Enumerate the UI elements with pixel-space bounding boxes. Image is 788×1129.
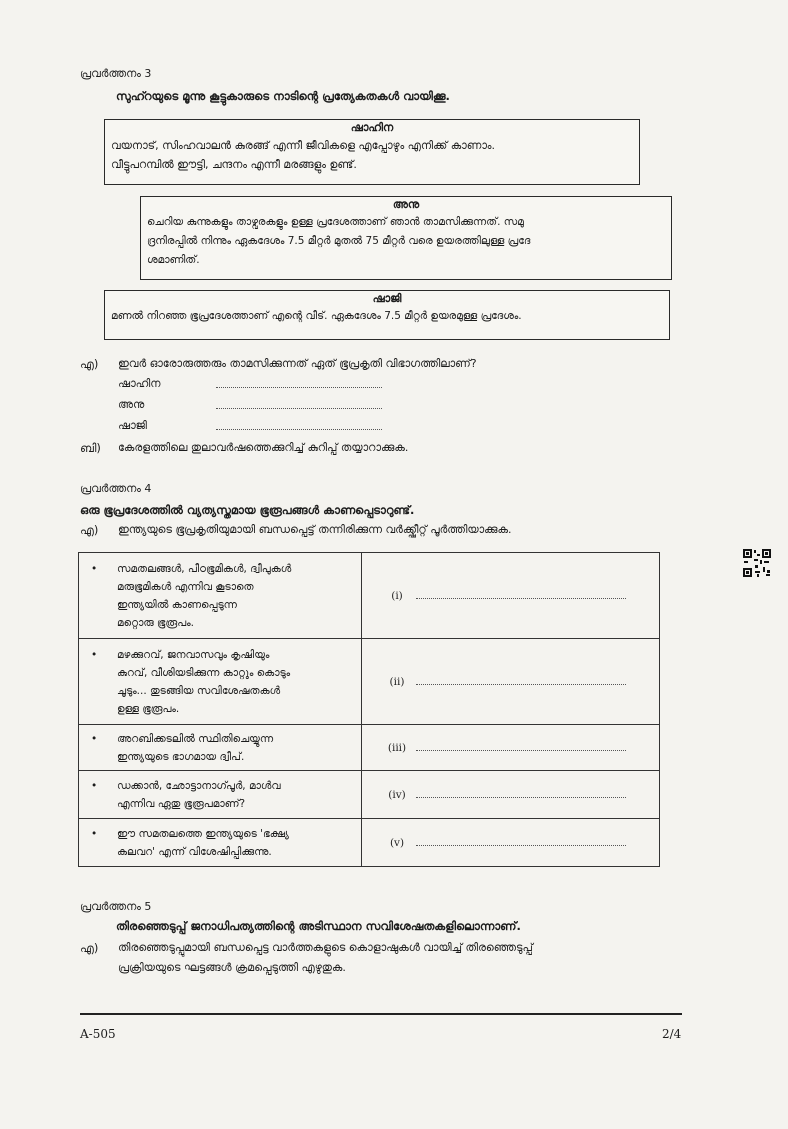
clue-line: ചൂടും... തുടങ്ങിയ സവിശേഷതകൾ [117, 684, 281, 697]
q3b-marker: ബി) [80, 441, 101, 455]
activity5-title: പ്രവർത്തനം 5 [80, 900, 152, 913]
worksheet-answer[interactable] [362, 771, 660, 819]
box-anu [140, 196, 672, 280]
footer-code: A-505 [80, 1027, 116, 1041]
box-anu-line2: ദ്രനിരപ്പിൽ നിന്നും ഏകദേശം 7.5 മീറ്റർ മുതൽ 75 മീറ്റർ വരെ ഉയരത്തിലുള്ള പ്രദേ [147, 235, 531, 247]
answer-number: (ii) [389, 675, 405, 688]
q3a-marker: എ) [80, 357, 99, 371]
worksheet-row [79, 639, 660, 725]
box-anu-line3: ശമാണിത്. [147, 254, 200, 266]
clue-line: എന്നിവ ഏതു ഭൂരൂപമാണ്? [117, 797, 246, 810]
box-anu-name: അനു [392, 198, 420, 211]
footer-rule [80, 1013, 682, 1015]
clue-line: കുറവ്, വീശിയടിക്കുന്ന കാറ്റും കൊടും [117, 666, 291, 679]
answer-line-3[interactable] [216, 418, 382, 434]
clue-line: അറബിക്കടലിൽ സ്ഥിതിചെയ്യുന്ന [117, 732, 274, 745]
q3a-name-3: ഷാജി [118, 419, 147, 432]
clue-line: ഉള്ള ഭൂരൂപം. [117, 702, 180, 715]
box-shahina-name: ഷാഹിന [350, 121, 394, 134]
answer-line-2[interactable] [216, 397, 382, 413]
footer-page: 2/4 [662, 1027, 682, 1041]
worksheet-clue [79, 725, 362, 771]
worksheet-row [79, 553, 660, 639]
worksheet-row [79, 771, 660, 819]
bullet: • [91, 779, 98, 792]
clue-line: ഇന്ത്യയിൽ കാണപ്പെടുന്ന [117, 598, 237, 611]
box-anu-line1: ചെറിയ കുന്നുകളും താഴ്വരകളും ഉള്ള പ്രദേശത്താണ് ഞാൻ താമസിക്കുന്നത്. സമു [147, 216, 524, 228]
clue-line: ഇന്ത്യയുടെ ഭാഗമായ ദ്വീപ്. [117, 750, 245, 763]
worksheet-clue [79, 771, 362, 819]
qr-code-icon [742, 548, 772, 578]
answer-number: (iv) [388, 788, 406, 801]
worksheet-answer[interactable] [362, 639, 660, 725]
answer-number: (iii) [387, 741, 407, 754]
q5a-line1: തിരഞ്ഞെടുപ്പുമായി ബന്ധപ്പെട്ട വാർത്തകളുടെ കൊളാഷുകൾ വായിച്ച് തിരഞ്ഞെടുപ്പ് [118, 941, 533, 954]
bullet: • [91, 562, 98, 575]
q4a-text: ഇന്ത്യയുടെ ഭൂപ്രകൃതിയുമായി ബന്ധപ്പെട്ട് തന്നിരിക്കുന്ന വർക്ക്ഷീറ്റ് പൂർത്തിയാക്കുക. [118, 523, 512, 536]
box-shaji-line1: മണൽ നിറഞ്ഞ ഭൂപ്രദേശത്താണ് എന്റെ വീട്. ഏകദേശം 7.5 മീറ്റർ ഉയരമുള്ള പ്രദേശം. [111, 310, 522, 322]
box-shahina-line2: വീട്ടുപറമ്പിൽ ഈട്ടി, ചന്ദനം എന്നീ മരങ്ങളും ഉണ്ട്. [111, 158, 357, 171]
activity4-title: പ്രവർത്തനം 4 [80, 482, 152, 495]
activity3-intro: സുഹ്റയുടെ മൂന്നു കൂട്ടുകാരുടെ നാടിന്റെ പ്രത്യേകതകൾ വായിക്കൂ. [116, 89, 450, 103]
box-shahina-line1: വയനാട്, സിംഹവാലൻ കുരങ്ങ് എന്നീ ജീവികളെ എപ്പോഴും എനിക്ക് കാണാം. [111, 139, 496, 152]
q3b-text: കേരളത്തിലെ തുലാവർഷത്തെക്കുറിച്ച് കുറിപ്പ് തയ്യാറാക്കുക. [118, 441, 409, 454]
worksheet-row [79, 725, 660, 771]
clue-line: കലവറ' എന്ന് വിശേഷിപ്പിക്കുന്നു. [117, 845, 272, 858]
q3a-name-1: ഷാഹിന [118, 377, 161, 390]
clue-line: ഈ സമതലത്തെ ഇന്ത്യയുടെ 'ഭക്ഷ്യ [117, 827, 289, 840]
answer-number: (i) [391, 589, 403, 602]
activity4-intro: ഒരു ഭൂപ്രദേശത്തിൽ വ്യത്യസ്തമായ ഭൂരൂപങ്ങൾ കാണപ്പെടാറുണ്ട്. [80, 503, 415, 517]
q4a-marker: എ) [80, 523, 99, 537]
worksheet-clue [79, 553, 362, 639]
worksheet-table [78, 552, 660, 867]
box-shaji-name: ഷാജി [372, 292, 402, 305]
bullet: • [91, 827, 98, 840]
activity3-title: പ്രവർത്തനം 3 [80, 67, 152, 80]
clue-line: ഡക്കാൻ, ഛോട്ടാനാഗ്പൂർ, മാൾവ [117, 779, 281, 792]
worksheet-answer[interactable] [362, 819, 660, 867]
worksheet-clue [79, 639, 362, 725]
q5a-marker: എ) [80, 941, 99, 955]
box-shaji [104, 290, 670, 340]
q5a-line2: പ്രക്രിയയുടെ ഘട്ടങ്ങൾ ക്രമപ്പെടുത്തി എഴുതുക. [118, 961, 346, 974]
clue-line: മഴക്കുറവ്, ജനവാസവും കൃഷിയും [117, 648, 270, 661]
worksheet-row [79, 819, 660, 867]
answer-number: (v) [389, 836, 405, 849]
box-shahina [104, 119, 640, 185]
activity5-intro: തിരഞ്ഞെടുപ്പ് ജനാധിപത്യത്തിന്റെ അടിസ്ഥാന സവിശേഷതകളിലൊന്നാണ്. [116, 919, 521, 933]
bullet: • [91, 648, 98, 661]
worksheet-clue [79, 819, 362, 867]
worksheet-answer[interactable] [362, 553, 660, 639]
worksheet-answer[interactable] [362, 725, 660, 771]
clue-line: മറ്റൊരു ഭൂരൂപം. [117, 616, 194, 629]
q3a-text: ഇവർ ഓരോരുത്തരും താമസിക്കുന്നത് ഏത് ഭൂപ്രകൃതി വിഭാഗത്തിലാണ്? [118, 357, 477, 370]
q3a-name-2: അനു [118, 398, 145, 411]
clue-line: മരുഭൂമികൾ എന്നിവ കൂടാതെ [117, 580, 254, 593]
bullet: • [91, 732, 98, 745]
clue-line: സമതലങ്ങൾ, പീഠഭൂമികൾ, ദ്വീപുകൾ [117, 562, 292, 575]
answer-line-1[interactable] [216, 376, 382, 392]
